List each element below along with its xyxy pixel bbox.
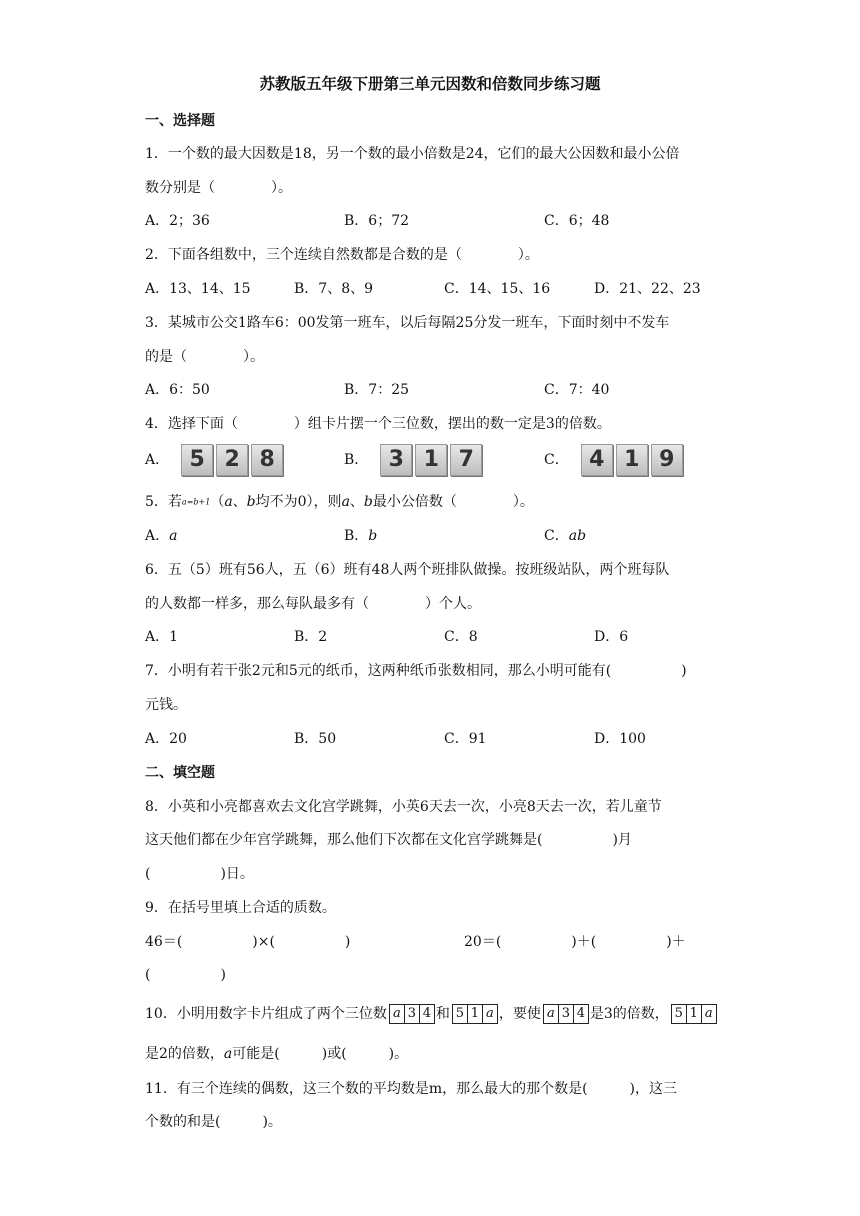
- question-8-line-1: 8．小英和小亮都喜欢去文化宫学跳舞，小英6天去一次，小亮8天去一次，若儿童节: [145, 799, 662, 815]
- q6-option-b: B．2: [294, 629, 328, 645]
- q5-formula: a=b+1: [181, 497, 211, 507]
- q5-option-c-label: C．: [544, 528, 569, 544]
- question-11-line-2: 个数的和是( )。: [145, 1114, 282, 1130]
- number-card: 1: [415, 444, 447, 476]
- q7-option-b: B．50: [294, 731, 337, 747]
- q4-option-b: [344, 444, 485, 476]
- q5-suffix: 最小公倍数（ ）。: [372, 494, 534, 510]
- q4-cards-c: [581, 444, 686, 476]
- digit-card-number: [389, 1004, 434, 1024]
- question-3-line-1: 3．某城市公交1路车6：00发第一班车，以后每隔25分发一班车，下面时刻中不发车: [145, 315, 670, 331]
- q10-text: 是3的倍数，: [589, 1006, 669, 1022]
- q3-option-b: B．7：25: [344, 382, 410, 398]
- number-card: 9: [651, 444, 683, 476]
- question-6-line-1: 6．五（5）班有56人，五（6）班有48人两个班排队做操。按班级站队，两个班每队: [145, 562, 670, 578]
- q3-option-c: C．7：40: [544, 382, 610, 398]
- q4-option-c: [544, 444, 686, 476]
- q5-text: （: [210, 494, 225, 510]
- question-11-line-1: 11．有三个连续的偶数，这三个数的平均数是m，那么最大的那个数是( )，这三: [145, 1081, 678, 1097]
- q2-option-c: C．14、15、16: [444, 281, 551, 297]
- q5-option-b-value: b: [368, 528, 378, 544]
- q5-option-b: [344, 525, 377, 545]
- digit-card-number: [543, 1004, 588, 1024]
- q1-option-a: A．2；36: [145, 213, 210, 229]
- q1-option-c: C．6；48: [544, 213, 610, 229]
- q2-option-b: B．7、8、9: [294, 281, 374, 297]
- q6-option-a: A．1: [145, 629, 179, 645]
- q10-text: 是2的倍数，: [145, 1046, 224, 1062]
- digit-box: a: [482, 1004, 498, 1024]
- digit-card-number: [671, 1004, 716, 1024]
- q2-option-d: D．21、22、23: [594, 281, 701, 297]
- question-1-line-1: 1．一个数的最大因数是18，另一个数的最小倍数是24，它们的最大公因数和最小公倍: [145, 146, 680, 162]
- q5-option-c-value: ab: [568, 528, 587, 544]
- digit-box: 1: [686, 1004, 702, 1024]
- question-9-line-1: 9．在括号里填上合适的质数。: [145, 900, 336, 916]
- q5-option-a: [145, 525, 177, 545]
- q9-expression-1: 46＝( )×( ): [145, 934, 351, 950]
- q9-expression-2: 20＝( )＋( )＋: [464, 934, 686, 950]
- q4-option-c-label: C．: [544, 452, 569, 468]
- q4-option-b-label: B．: [344, 452, 369, 468]
- q10-text: 可能是( )或( )。: [232, 1046, 409, 1062]
- q5-text: 、: [349, 494, 364, 510]
- digit-card-number: [452, 1004, 497, 1024]
- q10-text: 和: [435, 1006, 450, 1022]
- question-3-line-2: 的是（ ）。: [145, 349, 264, 365]
- question-9-line-3: ( ): [145, 967, 226, 983]
- q5-option-b-label: B．: [344, 528, 369, 544]
- q7-option-c: C．91: [444, 731, 487, 747]
- q5-var-a: a: [341, 494, 350, 510]
- digit-box: 4: [419, 1004, 435, 1024]
- q4-option-a-label: A．: [145, 452, 170, 468]
- q5-option-c: [544, 525, 586, 545]
- number-card: 1: [616, 444, 648, 476]
- q5-var-b: b: [246, 494, 256, 510]
- q6-option-d: D．6: [594, 629, 629, 645]
- digit-box: a: [389, 1004, 405, 1024]
- number-card: 5: [181, 444, 213, 476]
- q5-var-a: a: [224, 494, 233, 510]
- digit-box: 5: [671, 1004, 687, 1024]
- number-card: 3: [380, 444, 412, 476]
- digit-box: 5: [452, 1004, 468, 1024]
- q5-text: 、: [232, 494, 247, 510]
- question-7-line-1: 7．小明有若干张2元和5元的纸币，这两种纸币张数相同，那么小明可能有( ): [145, 663, 687, 679]
- q5-option-a-value: a: [169, 528, 178, 544]
- q10-var-a: a: [223, 1046, 233, 1062]
- q6-option-c: C．8: [444, 629, 478, 645]
- number-card: 2: [216, 444, 248, 476]
- number-card: 4: [581, 444, 613, 476]
- q7-option-a: A．20: [145, 731, 187, 747]
- question-4-line-1: 4．选择下面（ ）组卡片摆一个三位数，摆出的数一定是3的倍数。: [145, 416, 611, 432]
- q4-cards-b: [380, 444, 485, 476]
- q5-prefix: 5．若: [145, 494, 182, 510]
- q10-prefix: 10．小明用数字卡片组成了两个三位数: [145, 1006, 387, 1022]
- q4-cards-a: [181, 444, 286, 476]
- question-1-line-2: 数分别是（ ）。: [145, 180, 292, 196]
- section-heading-choice: 一、选择题: [145, 113, 215, 129]
- question-7-line-2: 元钱。: [145, 697, 187, 713]
- question-5-line-1: [145, 491, 534, 511]
- section-heading-fill: 二、填空题: [145, 765, 215, 781]
- digit-box: a: [701, 1004, 717, 1024]
- digit-box: a: [543, 1004, 559, 1024]
- question-10-line-1: [145, 1003, 718, 1024]
- q7-option-d: D．100: [594, 731, 646, 747]
- digit-box: 3: [404, 1004, 420, 1024]
- digit-box: 3: [558, 1004, 574, 1024]
- digit-box: 4: [573, 1004, 589, 1024]
- q2-option-a: A．13、14、15: [145, 281, 251, 297]
- question-2-line-1: 2．下面各组数中，三个连续自然数都是合数的是（ ）。: [145, 247, 539, 263]
- question-8-line-2: 这天他们都在少年宫学跳舞，那么他们下次都在文化宫学跳舞是( )月: [145, 832, 632, 848]
- question-6-line-2: 的人数都一样多，那么每队最多有（ ）个人。: [145, 596, 481, 612]
- q3-option-a: A．6：50: [145, 382, 210, 398]
- number-card: 7: [450, 444, 482, 476]
- question-8-line-3: ( )日。: [145, 866, 254, 882]
- q1-option-b: B．6；72: [344, 213, 410, 229]
- q4-option-a: [145, 444, 286, 476]
- q5-var-b: b: [363, 494, 373, 510]
- number-card: 8: [251, 444, 283, 476]
- page-title: 苏教版五年级下册第三单元因数和倍数同步练习题: [259, 74, 601, 93]
- digit-box: 1: [467, 1004, 483, 1024]
- q5-option-a-label: A．: [145, 528, 170, 544]
- question-10-line-2: [145, 1043, 408, 1063]
- q5-text: 均不为0），则: [255, 494, 342, 510]
- q10-text: ，要使: [498, 1006, 541, 1022]
